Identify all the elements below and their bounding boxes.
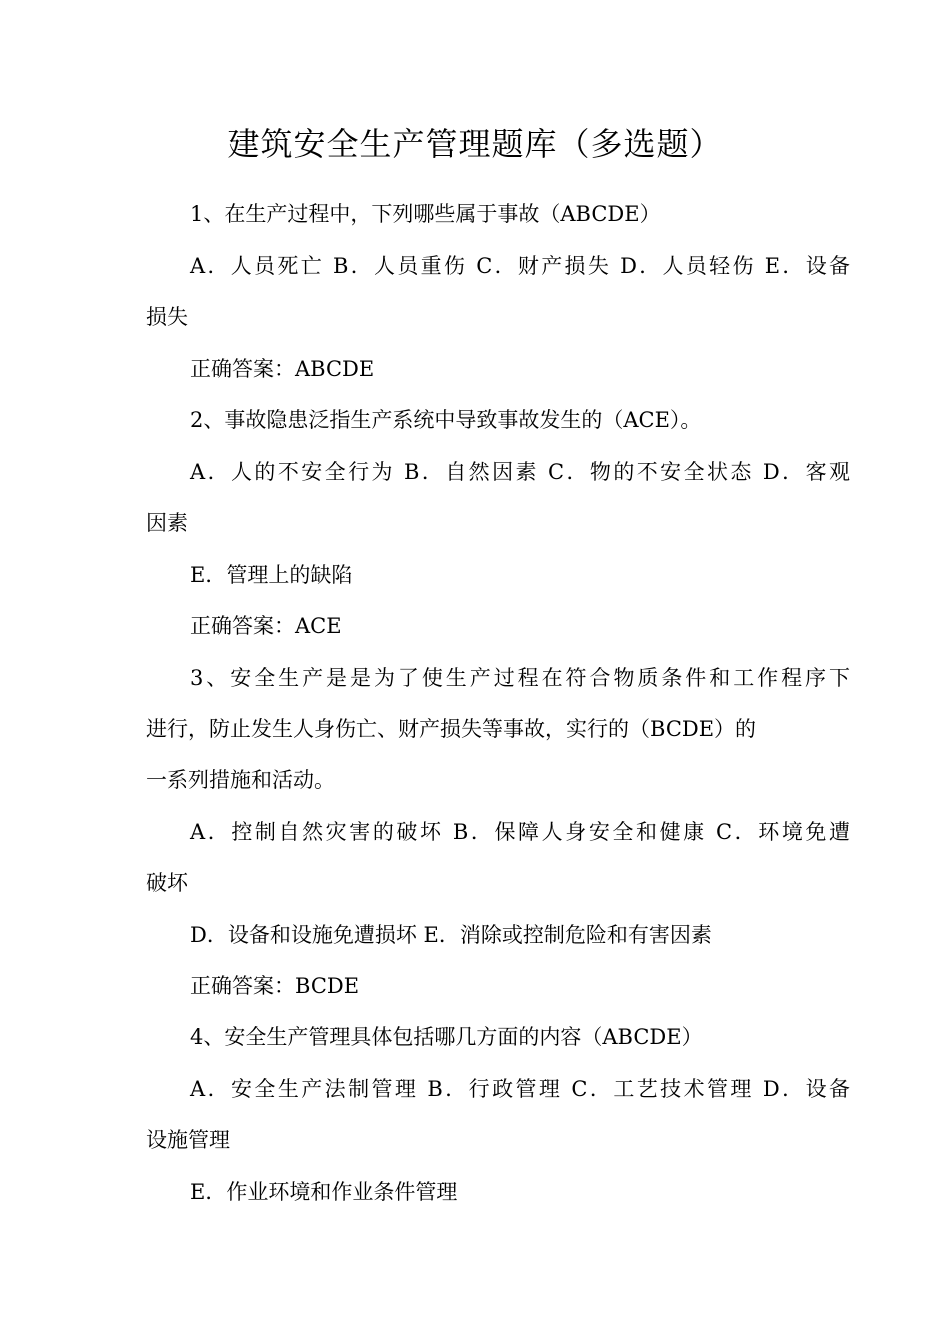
question-4-option-e: E．作业环境和作业条件管理 — [190, 1180, 458, 1204]
question-3-text: 3、安全生产是是为了使生产过程在符合物质条件和工作程序下 — [190, 666, 850, 690]
question-2-text: 2、事故隐患泛指生产系统中导致事故发生的（ACE）。 — [190, 408, 702, 432]
question-3-options: A．控制自然灾害的破坏 B．保障人身安全和健康 C．环境免遭 — [190, 820, 850, 844]
question-3-options-d-e: D．设备和设施免遭损坏 E．消除或控制危险和有害因素 — [190, 923, 712, 947]
question-1-answer: 正确答案：ABCDE — [190, 357, 375, 381]
question-4-options-continued: 设施管理 — [146, 1128, 230, 1152]
question-3-text-line-2: 进行，防止发生人身伤亡、财产损失等事故，实行的（BCDE）的 — [146, 717, 757, 741]
question-1-options-continued: 损失 — [146, 305, 188, 329]
question-4-text: 4、安全生产管理具体包括哪几方面的内容（ABCDE） — [190, 1025, 703, 1049]
question-3-text-line-3: 一系列措施和活动。 — [146, 768, 335, 792]
question-2-options: A．人的不安全行为 B．自然因素 C．物的不安全状态 D．客观 — [190, 460, 850, 484]
document-title: 建筑安全生产管理题库（多选题） — [227, 125, 723, 163]
question-2-answer: 正确答案：ACE — [190, 614, 342, 638]
question-1-options: A．人员死亡 B．人员重伤 C．财产损失 D．人员轻伤 E．设备 — [190, 254, 850, 278]
question-3-answer: 正确答案：BCDE — [190, 974, 360, 998]
question-3-options-continued: 破坏 — [146, 871, 188, 895]
question-1-text: 1、在生产过程中，下列哪些属于事故（ABCDE） — [190, 202, 661, 226]
question-2-options-continued: 因素 — [146, 511, 188, 535]
question-2-option-e: E．管理上的缺陷 — [190, 563, 353, 587]
question-4-options: A．安全生产法制管理 B．行政管理 C．工艺技术管理 D．设备 — [190, 1077, 850, 1101]
